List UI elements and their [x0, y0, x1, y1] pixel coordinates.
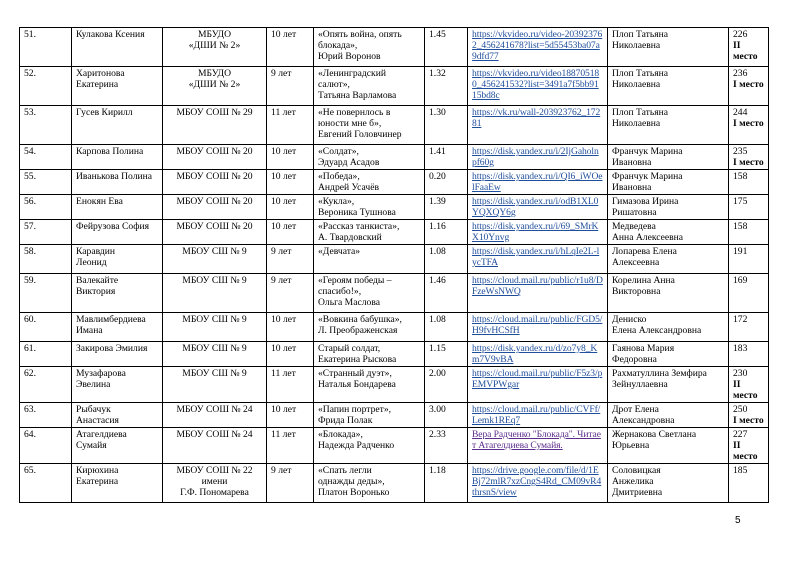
results-table-body [20, 28, 769, 503]
score-cell [729, 342, 769, 367]
name-line: Карпова Полина [76, 146, 144, 157]
score-cell [729, 403, 769, 428]
school-line: МБОУ СШ № 9 [182, 275, 247, 286]
score-value: 236 [733, 68, 748, 79]
work-line: Надежда Радченко [318, 440, 395, 451]
work-line: «Странный дуэт», [318, 368, 392, 379]
name-line: Рыбачук [76, 404, 111, 415]
work-title-author [314, 274, 425, 313]
video-link[interactable]: https://cloud.mail.ru/public/r1u8/DFzeWsNWQ [468, 274, 608, 313]
school-name [163, 195, 267, 220]
teacher-line: Дрот Елена [612, 404, 659, 415]
row-number: 60. [20, 313, 72, 342]
score-cell [729, 28, 769, 67]
work-line: «Опять война, опять [318, 29, 402, 40]
teacher-name [608, 313, 729, 342]
teacher-line: Николаевна [612, 79, 661, 90]
work-line: «Победа», [318, 171, 360, 182]
work-title-author [314, 464, 425, 503]
participant-name [72, 428, 163, 464]
school-line: МБОУ СОШ № 29 [176, 107, 253, 118]
teacher-name [608, 145, 729, 170]
video-link[interactable]: https://cloud.mail.ru/public/F5z3/pEMVPWgar [468, 367, 608, 403]
work-line: «Солдат», [318, 146, 359, 157]
teacher-line: Елена Александровна [612, 325, 702, 336]
teacher-line: Викторовна [612, 286, 661, 297]
name-line: Кулакова Ксения [76, 29, 145, 40]
teacher-name [608, 428, 729, 464]
results-table [19, 27, 769, 503]
name-line: Гусев Кирилл [76, 107, 133, 118]
work-line: однажды деды», [318, 476, 385, 487]
score-cell [729, 367, 769, 403]
participant-age: 10 лет [267, 28, 314, 67]
duration: 1.41 [425, 145, 468, 170]
teacher-name [608, 195, 729, 220]
teacher-line: Гаянова Мария [612, 343, 675, 354]
school-name [163, 313, 267, 342]
work-title-author [314, 106, 425, 145]
teacher-line: Ивановна [612, 157, 652, 168]
participant-name [72, 28, 163, 67]
school-line: МБОУ СОШ № 20 [176, 221, 253, 232]
score-value: 172 [733, 314, 748, 325]
school-name [163, 428, 267, 464]
work-line: Л. Преображенская [318, 325, 398, 336]
table-row [20, 245, 769, 274]
table-row [20, 28, 769, 67]
name-line: Леонид [76, 257, 107, 268]
work-line: «Блокада», [318, 429, 363, 440]
score-value: 244 [733, 107, 748, 118]
teacher-line: Франчук Марина [612, 146, 683, 157]
work-line: «Спать легли [318, 465, 372, 476]
place-badge: I место [733, 415, 764, 426]
duration: 1.15 [425, 342, 468, 367]
row-number: 63. [20, 403, 72, 428]
place-badge: I место [733, 79, 764, 90]
score-value: 175 [733, 196, 748, 207]
participant-age: 10 лет [267, 342, 314, 367]
score-cell [729, 195, 769, 220]
teacher-line: Плоп Татьяна [612, 68, 669, 79]
score-cell [729, 313, 769, 342]
work-line: Юрий Воронов [318, 51, 381, 62]
row-number: 52. [20, 67, 72, 106]
teacher-name [608, 28, 729, 67]
score-value: 250 [733, 404, 748, 415]
place-badge: I место [733, 118, 764, 129]
name-line: Имана [76, 325, 103, 336]
participant-age: 11 лет [267, 428, 314, 464]
teacher-line: Лопарева Елена [612, 246, 677, 257]
participant-name [72, 170, 163, 195]
teacher-line: Дениско [612, 314, 647, 325]
participant-name [72, 274, 163, 313]
place-badge: II место [733, 379, 758, 401]
name-line: Закирова Эмилия [76, 343, 148, 354]
school-name [163, 464, 267, 503]
score-value: 185 [733, 465, 748, 476]
work-line: «Не повернлось в [318, 107, 391, 118]
work-line: юности мне б», [318, 118, 382, 129]
row-number: 51. [20, 28, 72, 67]
work-title-author [314, 170, 425, 195]
school-name [163, 220, 267, 245]
work-title-author [314, 428, 425, 464]
work-line: Екатерина Рыскова [318, 354, 397, 365]
name-line: Эвелина [76, 379, 111, 390]
work-line: Евгений Головчинер [318, 129, 402, 140]
school-line: МБОУ СШ № 9 [182, 246, 247, 257]
row-number: 58. [20, 245, 72, 274]
duration: 1.30 [425, 106, 468, 145]
work-title-author [314, 313, 425, 342]
work-line: «Героям победы – [318, 275, 392, 286]
table-row [20, 145, 769, 170]
school-line: Г.Ф. Пономарева [180, 487, 249, 498]
name-line: Енокян Ева [76, 196, 123, 207]
duration: 1.39 [425, 195, 468, 220]
teacher-name [608, 170, 729, 195]
video-link[interactable]: https://disk.yandex.ru/i/hLqIe2L-lycTFA [468, 245, 608, 274]
teacher-line: Жернакова Светлана [612, 429, 697, 440]
row-number: 62. [20, 367, 72, 403]
score-cell [729, 245, 769, 274]
participant-age: 10 лет [267, 403, 314, 428]
teacher-line: Рахматуллина Земфира [612, 368, 707, 379]
name-line: Музафарова [76, 368, 126, 379]
row-number: 61. [20, 342, 72, 367]
participant-name [72, 220, 163, 245]
participant-age: 10 лет [267, 220, 314, 245]
video-link[interactable]: https://vk.ru/wall-203923762_17281 [468, 106, 608, 145]
teacher-line: Алексеевна [612, 257, 660, 268]
score-cell [729, 464, 769, 503]
name-line: Екатерина [76, 476, 119, 487]
score-cell [729, 428, 769, 464]
participant-name [72, 195, 163, 220]
teacher-name [608, 403, 729, 428]
duration: 0.20 [425, 170, 468, 195]
participant-age: 10 лет [267, 195, 314, 220]
work-line: Фрида Полак [318, 415, 373, 426]
teacher-line: Зейнуллаевна [612, 379, 668, 390]
work-line: Эдуард Асадов [318, 157, 380, 168]
school-line: МБОУ СОШ № 20 [176, 171, 253, 182]
work-title-author [314, 220, 425, 245]
work-title-author [314, 195, 425, 220]
duration: 2.33 [425, 428, 468, 464]
school-line: МБОУ СОШ № 24 [176, 404, 253, 415]
name-line: Екатерина [76, 79, 119, 90]
participant-name [72, 367, 163, 403]
school-name [163, 342, 267, 367]
place-badge: II место [733, 40, 758, 62]
teacher-name [608, 245, 729, 274]
participant-name [72, 403, 163, 428]
work-line: Татьяна Варламова [318, 90, 397, 101]
school-line: МБУДО [198, 68, 231, 79]
teacher-line: Плоп Татьяна [612, 29, 669, 40]
participant-name [72, 67, 163, 106]
teacher-name [608, 220, 729, 245]
score-value: 235 [733, 146, 748, 157]
school-name [163, 245, 267, 274]
duration: 1.18 [425, 464, 468, 503]
teacher-line: Ришатовна [612, 207, 657, 218]
score-cell [729, 170, 769, 195]
participant-age: 9 лет [267, 464, 314, 503]
table-row [20, 403, 769, 428]
work-line: «Папин портрет», [318, 404, 392, 415]
work-line: Ольга Маслова [318, 297, 380, 308]
work-line: блокада», [318, 40, 358, 51]
school-name [163, 274, 267, 313]
school-line: МБОУ СШ № 9 [182, 368, 247, 379]
teacher-name [608, 342, 729, 367]
teacher-line: Анна Алексеевна [612, 232, 684, 243]
duration: 1.46 [425, 274, 468, 313]
score-value: 227 [733, 429, 748, 440]
video-link[interactable]: https://vkvideo.ru/video-203923762_456241678?list=5d55453ba07a9dfd77 [468, 28, 608, 67]
school-line: «ДШИ № 2» [188, 40, 241, 51]
teacher-name [608, 274, 729, 313]
participant-name [72, 342, 163, 367]
row-number: 56. [20, 195, 72, 220]
name-line: Иванькова Полина [76, 171, 153, 182]
row-number: 53. [20, 106, 72, 145]
table-row [20, 170, 769, 195]
score-cell [729, 274, 769, 313]
participant-age: 11 лет [267, 106, 314, 145]
row-number: 55. [20, 170, 72, 195]
participant-age: 9 лет [267, 67, 314, 106]
participant-name [72, 106, 163, 145]
video-link[interactable]: https://disk.yandex.ru/i/2IjGaholnpf60g [468, 145, 608, 170]
table-row [20, 428, 769, 464]
duration: 3.00 [425, 403, 468, 428]
table-row [20, 274, 769, 313]
school-name [163, 145, 267, 170]
teacher-line: Николаевна [612, 40, 661, 51]
work-line: Андрей Усачёв [318, 182, 380, 193]
table-row [20, 342, 769, 367]
teacher-line: Медведева [612, 221, 656, 232]
table-row [20, 195, 769, 220]
video-link[interactable]: https://disk.yandex.ru/d/zo7y8_Km7V9vBA [468, 342, 608, 367]
work-line: Старый солдат, [318, 343, 381, 354]
score-value: 169 [733, 275, 748, 286]
teacher-name [608, 464, 729, 503]
duration: 1.32 [425, 67, 468, 106]
work-line: Платон Воронько [318, 487, 390, 498]
duration: 1.16 [425, 220, 468, 245]
score-value: 183 [733, 343, 748, 354]
row-number: 65. [20, 464, 72, 503]
participant-age: 10 лет [267, 145, 314, 170]
work-line: «Рассказ танкиста», [318, 221, 400, 232]
participant-age: 11 лет [267, 367, 314, 403]
teacher-line: Ивановна [612, 182, 652, 193]
video-link[interactable]: Вера Радченко "Блокада". Читает Атагелдиева Сумайя. [468, 428, 608, 464]
work-line: «Кукла», [318, 196, 355, 207]
participant-age: 9 лет [267, 245, 314, 274]
teacher-line: Александровна [612, 415, 675, 426]
teacher-line: Корелина Анна [612, 275, 675, 286]
participant-name [72, 145, 163, 170]
duration: 1.45 [425, 28, 468, 67]
duration: 1.08 [425, 313, 468, 342]
teacher-line: Дмитриевна [612, 487, 663, 498]
teacher-name [608, 106, 729, 145]
name-line: Каравдин [76, 246, 116, 257]
teacher-name [608, 367, 729, 403]
participant-name [72, 245, 163, 274]
school-line: МБОУ СОШ № 24 [176, 429, 253, 440]
table-row [20, 464, 769, 503]
work-line: Вероника Тушнова [318, 207, 396, 218]
page-number: 5 [735, 515, 741, 526]
school-name [163, 67, 267, 106]
school-line: МБОУ СОШ № 20 [176, 196, 253, 207]
school-name [163, 403, 267, 428]
score-cell [729, 220, 769, 245]
school-line: МБОУ СШ № 9 [182, 314, 247, 325]
teacher-line: Анжелика [612, 476, 654, 487]
video-link[interactable]: https://disk.yandex.ru/i/QI6_iWOelFaaEw [468, 170, 608, 195]
video-link[interactable]: https://cloud.mail.ru/public/CVFf/Lemk1REq7 [468, 403, 608, 428]
score-value: 226 [733, 29, 748, 40]
table-row [20, 106, 769, 145]
name-line: Валекайте [76, 275, 119, 286]
work-line: «Вовкина бабушка», [318, 314, 402, 325]
work-title-author [314, 28, 425, 67]
school-name [163, 367, 267, 403]
work-line: Наталья Бондарева [318, 379, 396, 390]
work-title-author [314, 403, 425, 428]
teacher-line: Соловицкая [612, 465, 661, 476]
place-badge: II место [733, 440, 758, 462]
school-line: МБОУ СШ № 9 [182, 343, 247, 354]
participant-name [72, 464, 163, 503]
video-link[interactable]: https://drive.google.com/file/d/1EBj72mlR7xzCngS4Rd_CM09vR4thrsnS/view [468, 464, 608, 503]
score-value: 230 [733, 368, 748, 379]
duration: 2.00 [425, 367, 468, 403]
name-line: Виктория [76, 286, 116, 297]
place-badge: I место [733, 157, 764, 168]
video-link[interactable]: https://disk.yandex.ru/i/69_SMrKX10Ynvg [468, 220, 608, 245]
name-line: Атагелдиева Сумайя [76, 429, 127, 451]
work-line: «Девчата» [318, 246, 361, 257]
school-name [163, 106, 267, 145]
name-line: Харитонова [76, 68, 125, 79]
score-value: 158 [733, 171, 748, 182]
teacher-line: Юрьевна [612, 440, 650, 451]
work-title-author [314, 245, 425, 274]
teacher-line: Федоровна [612, 354, 657, 365]
table-row [20, 367, 769, 403]
school-name [163, 28, 267, 67]
score-cell [729, 67, 769, 106]
work-line: спасибо!», [318, 286, 362, 297]
school-line: МБУДО [198, 29, 231, 40]
video-link[interactable]: https://cloud.mail.ru/public/FGD5/H9fvHCSfH [468, 313, 608, 342]
score-value: 158 [733, 221, 748, 232]
name-line: Анастасия [76, 415, 119, 426]
teacher-line: Николаевна [612, 118, 661, 129]
work-title-author [314, 367, 425, 403]
teacher-line: Плоп Татьяна [612, 107, 669, 118]
teacher-line: Гимазова Ирина [612, 196, 679, 207]
row-number: 54. [20, 145, 72, 170]
school-line: МБОУ СОШ № 22 [176, 465, 253, 476]
video-link[interactable]: https://vkvideo.ru/video188705180_456241532?list=3491a7f5bb9115bd8c [468, 67, 608, 106]
score-value: 191 [733, 246, 748, 257]
score-cell [729, 106, 769, 145]
school-line: имени [201, 476, 228, 487]
table-row [20, 313, 769, 342]
score-cell [729, 145, 769, 170]
participant-age: 10 лет [267, 313, 314, 342]
row-number: 64. [20, 428, 72, 464]
school-name [163, 170, 267, 195]
duration: 1.08 [425, 245, 468, 274]
participant-age: 9 лет [267, 274, 314, 313]
work-title-author [314, 67, 425, 106]
work-line: «Ленинградский [318, 68, 386, 79]
work-line: салют», [318, 79, 350, 90]
work-title-author [314, 342, 425, 367]
teacher-name [608, 67, 729, 106]
school-line: «ДШИ № 2» [188, 79, 241, 90]
name-line: Фейрузова София [76, 221, 149, 232]
row-number: 59. [20, 274, 72, 313]
school-line: МБОУ СОШ № 20 [176, 146, 253, 157]
table-row [20, 220, 769, 245]
video-link[interactable]: https://disk.yandex.ru/i/odB1XL0YQXQY6g [468, 195, 608, 220]
table-row [20, 67, 769, 106]
work-line: А. Твардовский [318, 232, 382, 243]
participant-age: 10 лет [267, 170, 314, 195]
teacher-line: Франчук Марина [612, 171, 683, 182]
name-line: Кирюхина [76, 465, 119, 476]
work-title-author [314, 145, 425, 170]
participant-name [72, 313, 163, 342]
name-line: Мавлимбердиева [76, 314, 146, 325]
row-number: 57. [20, 220, 72, 245]
